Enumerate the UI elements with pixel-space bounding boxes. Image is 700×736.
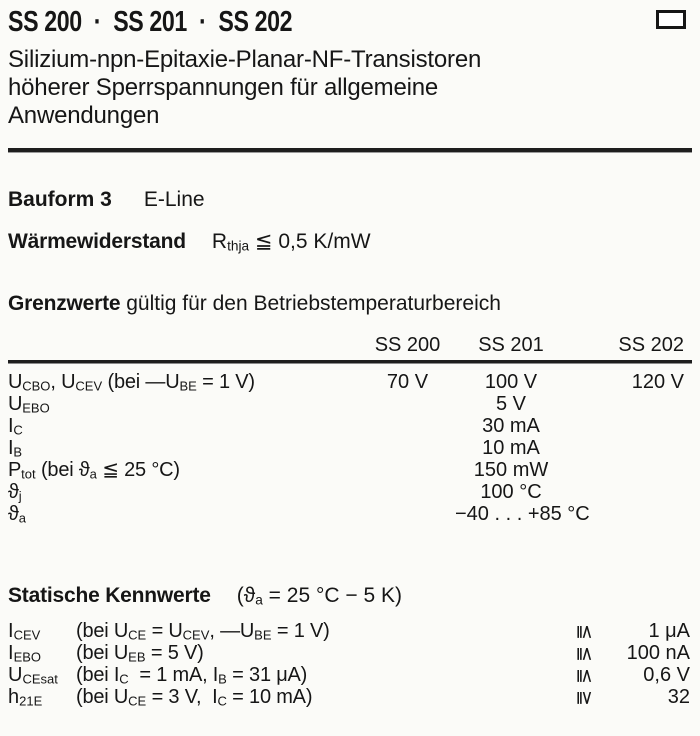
param-symbol: $U_{CEsat}$	[8, 664, 58, 687]
limit-row-label: $I_C$	[8, 415, 23, 438]
param-value: 32	[667, 686, 690, 708]
limit-row-label: $U_{CBO}$, $U_{CEV}$ (bei $—U_{BE} = 1$ V)	[8, 371, 255, 394]
limits-table-body	[8, 371, 692, 525]
table-row	[8, 503, 692, 525]
limit-value-ss200	[360, 503, 455, 529]
param-row	[8, 664, 692, 686]
limit-row-label: $ϑ_a$	[8, 503, 26, 526]
param-value: 0,6 V	[643, 664, 690, 686]
thermal-resistance-line	[8, 229, 692, 254]
kennwerte-heading-bold: Statische Kennwerte	[8, 584, 211, 607]
table-row	[8, 371, 692, 393]
param-condition: (bei $U_{CE} = 3$ V, $I_C = 10$ mA)	[76, 686, 313, 709]
relation-symbol: ≧	[573, 690, 595, 706]
param-value: 1 μA	[648, 620, 690, 642]
param-symbol: $I_{EBO}$	[8, 642, 42, 665]
table-row	[8, 437, 692, 459]
table-row	[8, 415, 692, 437]
column-header-ss202: SS 202	[618, 334, 684, 356]
section-rule-top	[8, 148, 692, 152]
column-header-ss200: SS 200	[374, 334, 441, 356]
param-row	[8, 642, 692, 664]
column-header-ss201: SS 201	[478, 334, 544, 356]
table-header-rule	[8, 360, 692, 363]
limit-value-ss201: 30 mA	[482, 415, 540, 437]
param-row	[8, 686, 692, 708]
subtitle-line: höherer Sperrspannungen für allgemeine	[8, 74, 439, 101]
bauform-value: E-Line	[143, 188, 205, 211]
table-row	[8, 459, 692, 481]
relation-symbol: ≦	[573, 624, 595, 640]
thermal-formula: $R_{thja}$ ≦ 0,5 K/mW	[211, 230, 371, 254]
bauform-line	[8, 188, 692, 212]
limit-value-ss201: 5 V	[495, 393, 527, 415]
relation-symbol: ≦	[573, 646, 595, 662]
limits-heading-rest: gültig für den Betriebstemperaturbereich	[120, 292, 501, 315]
subtitle-line: Silizium-npn-Epitaxie-Planar-NF-Transistoren	[8, 46, 482, 73]
limits-table-header	[8, 334, 692, 357]
limit-row-label: $P_{tot}$ (bei $ϑ_a$ ≦ 25 °C)	[8, 459, 180, 482]
limit-value-ss202	[567, 503, 692, 529]
param-row	[8, 620, 692, 642]
subtitle	[8, 46, 692, 130]
limit-row-label: $ϑ_j$	[8, 481, 22, 504]
static-characteristics-body	[8, 620, 692, 708]
limit-value-ss201: 10 mA	[482, 437, 540, 459]
param-symbol: $I_{CEV}$	[8, 620, 41, 643]
limit-value-ss202: 120 V	[631, 371, 684, 393]
limits-heading-bold: Grenzwerte	[8, 292, 121, 315]
limit-value-ss201: 100 V	[484, 371, 538, 393]
param-condition: (bei $U_{CE} = U_{CEV}$, $—U_{BE} = 1$ V)	[76, 620, 330, 643]
param-condition: (bei $I_C = 1$ mA, $I_B = 31$ μA)	[76, 664, 308, 687]
param-symbol: $h_{21E}$	[8, 686, 43, 709]
title-row	[8, 6, 692, 39]
subtitle-line: Anwendungen	[8, 102, 160, 129]
limits-heading	[8, 292, 692, 316]
limit-value-ss201: −40 . . . +85 °C	[455, 503, 590, 525]
relation-symbol: ≦	[573, 668, 595, 684]
page-title: SS 200 · SS 201 · SS 202	[8, 6, 293, 38]
limit-value-ss201: 100 °C	[480, 481, 542, 503]
param-value: 100 nA	[626, 642, 690, 664]
limit-row-label: $I_B$	[8, 437, 23, 460]
table-row	[8, 393, 692, 415]
thermal-label: Wärmewiderstand	[8, 230, 186, 253]
page-corner-mark-icon	[656, 10, 686, 29]
limit-row-label: $U_{EBO}$	[8, 393, 50, 416]
param-condition: (bei $U_{EB} = 5$ V)	[76, 642, 204, 665]
kennwerte-heading-condition: ($ϑ_a = 25$ °C − 5 K)	[236, 584, 402, 608]
bauform-label: Bauform 3	[8, 188, 112, 211]
static-characteristics-heading	[8, 584, 692, 608]
header-spacer	[8, 334, 360, 357]
limit-value-ss201: 150 mW	[473, 459, 549, 481]
limit-value-ss200: 70 V	[386, 371, 429, 393]
table-row	[8, 481, 692, 503]
